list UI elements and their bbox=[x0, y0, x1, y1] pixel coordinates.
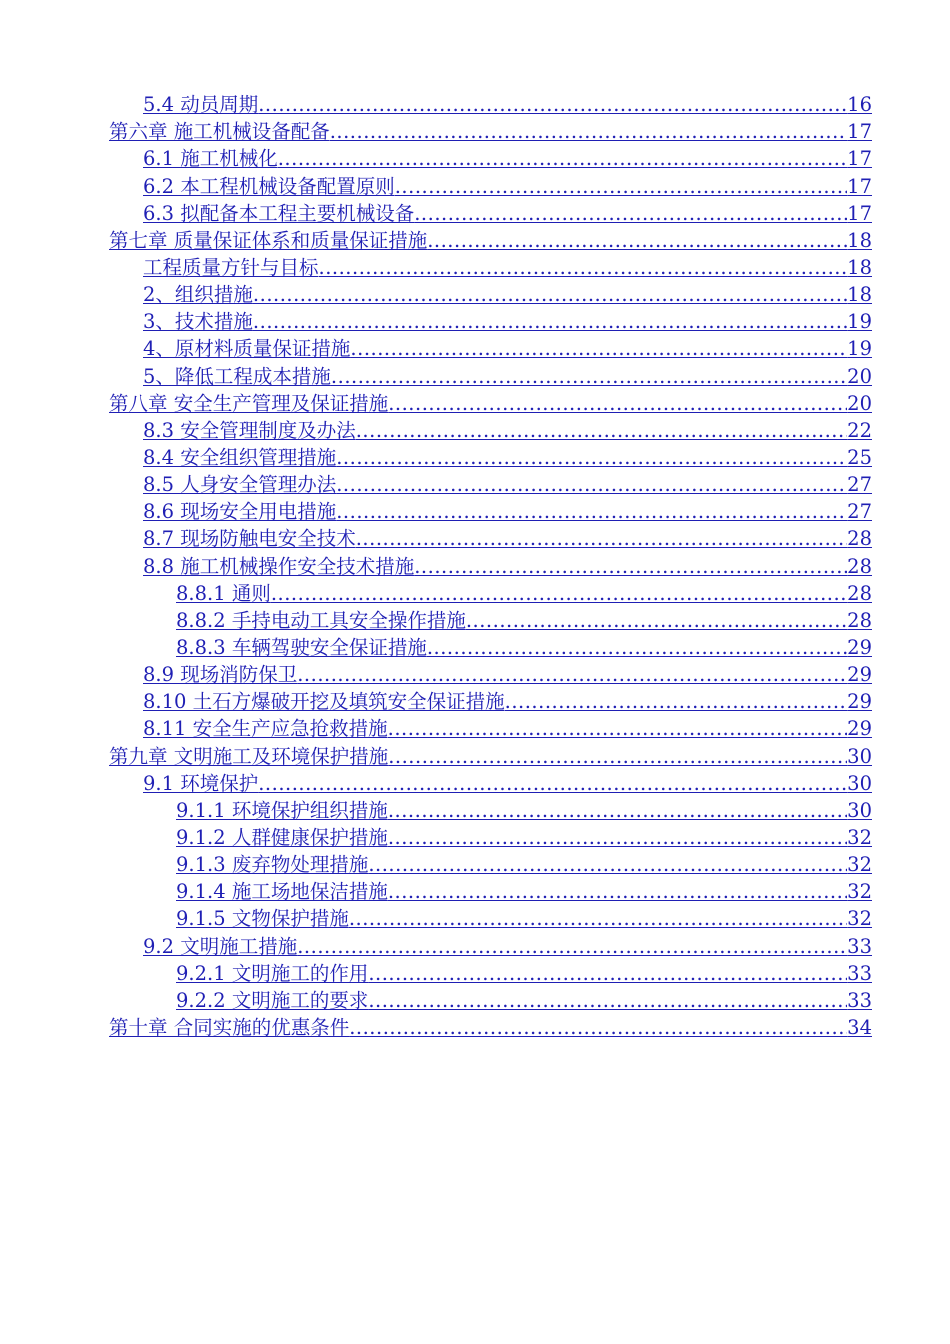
toc-entry-title: 8.8.3 车辆驾驶安全保证措施 bbox=[176, 635, 427, 659]
toc-entry[interactable] bbox=[0, 742, 950, 769]
toc-dot-leader bbox=[336, 446, 847, 471]
toc-entry-page-number: 29 bbox=[847, 635, 872, 659]
toc-entry[interactable] bbox=[0, 770, 950, 797]
toc-entry-title: 6.2 本工程机械设备配置原则 bbox=[143, 174, 395, 198]
toc-entry-page-number: 18 bbox=[847, 283, 872, 307]
toc-entry[interactable] bbox=[0, 471, 950, 498]
toc-dot-leader bbox=[388, 880, 847, 905]
toc-entry[interactable] bbox=[0, 335, 950, 362]
toc-entry-title: 8.7 现场防触电安全技术 bbox=[143, 527, 356, 551]
toc-entry-title: 3、技术措施 bbox=[143, 310, 253, 334]
toc-entry[interactable] bbox=[0, 200, 950, 227]
toc-entry-title: 6.1 施工机械化 bbox=[143, 147, 278, 171]
toc-entry-page-number: 33 bbox=[847, 934, 872, 958]
toc-entry[interactable] bbox=[0, 172, 950, 199]
toc-dot-leader bbox=[368, 989, 847, 1014]
toc-dot-leader bbox=[258, 772, 847, 797]
toc-entry-page-number: 27 bbox=[847, 473, 872, 497]
toc-entry[interactable] bbox=[0, 552, 950, 579]
toc-entry-title: 9.1.4 施工场地保洁措施 bbox=[176, 880, 388, 904]
toc-dot-leader bbox=[395, 175, 847, 200]
toc-entry-title: 9.1 环境保护 bbox=[143, 771, 259, 795]
toc-entry-title: 9.1.5 文物保护措施 bbox=[176, 907, 349, 931]
toc-entry-page-number: 16 bbox=[847, 93, 872, 117]
toc-entry[interactable] bbox=[0, 878, 950, 905]
toc-entry[interactable] bbox=[0, 824, 950, 851]
toc-dot-leader bbox=[297, 663, 847, 688]
toc-entry-page-number: 33 bbox=[847, 988, 872, 1012]
toc-entry[interactable] bbox=[0, 362, 950, 389]
toc-dot-leader bbox=[368, 962, 847, 987]
toc-entry-title: 8.5 人身安全管理办法 bbox=[143, 473, 337, 497]
toc-dot-leader bbox=[336, 500, 847, 525]
toc-dot-leader bbox=[505, 690, 848, 715]
toc-entry[interactable] bbox=[0, 905, 950, 932]
toc-entry-page-number: 17 bbox=[847, 201, 872, 225]
toc-dot-leader bbox=[349, 907, 847, 932]
toc-entry-title: 9.1.1 环境保护组织措施 bbox=[176, 798, 388, 822]
toc-entry-page-number: 25 bbox=[847, 445, 872, 469]
toc-entry-title: 8.6 现场安全用电措施 bbox=[143, 500, 337, 524]
toc-entry[interactable] bbox=[0, 118, 950, 145]
toc-dot-leader bbox=[414, 555, 847, 580]
toc-entry[interactable] bbox=[0, 960, 950, 987]
toc-entry-page-number: 32 bbox=[847, 880, 872, 904]
toc-dot-leader bbox=[356, 527, 847, 552]
toc-entry-title: 第十章 合同实施的优惠条件 bbox=[109, 1015, 350, 1039]
toc-entry[interactable] bbox=[0, 390, 950, 417]
toc-entry[interactable] bbox=[0, 715, 950, 742]
toc-entry-page-number: 30 bbox=[847, 798, 872, 822]
toc-entry[interactable] bbox=[0, 851, 950, 878]
toc-entry-page-number: 33 bbox=[847, 961, 872, 985]
toc-entry-title: 8.4 安全组织管理措施 bbox=[143, 445, 337, 469]
toc-entry-page-number: 32 bbox=[847, 853, 872, 877]
toc-entry-title: 8.9 现场消防保卫 bbox=[143, 663, 298, 687]
toc-entry-title: 5.4 动员周期 bbox=[143, 93, 259, 117]
toc-entry[interactable] bbox=[0, 580, 950, 607]
toc-entry-page-number: 22 bbox=[847, 418, 872, 442]
toc-dot-leader bbox=[258, 93, 847, 118]
toc-entry[interactable] bbox=[0, 688, 950, 715]
toc-dot-leader bbox=[349, 1016, 847, 1041]
toc-entry-page-number: 19 bbox=[847, 337, 872, 361]
toc-entry[interactable] bbox=[0, 91, 950, 118]
toc-entry-title: 第八章 安全生产管理及保证措施 bbox=[109, 391, 389, 415]
toc-entry-title: 第九章 文明施工及环境保护措施 bbox=[109, 744, 389, 768]
toc-dot-leader bbox=[427, 636, 847, 661]
toc-entry-page-number: 32 bbox=[847, 825, 872, 849]
toc-entry[interactable] bbox=[0, 498, 950, 525]
toc-entry[interactable] bbox=[0, 987, 950, 1014]
toc-entry-title: 第六章 施工机械设备配备 bbox=[109, 120, 330, 144]
toc-entry-page-number: 28 bbox=[847, 608, 872, 632]
toc-entry[interactable] bbox=[0, 254, 950, 281]
toc-entry[interactable] bbox=[0, 932, 950, 959]
toc-entry[interactable] bbox=[0, 661, 950, 688]
toc-entry[interactable] bbox=[0, 444, 950, 471]
toc-entry[interactable] bbox=[0, 281, 950, 308]
toc-entry[interactable] bbox=[0, 227, 950, 254]
toc-dot-leader bbox=[466, 609, 847, 634]
toc-entry-title: 第七章 质量保证体系和质量保证措施 bbox=[109, 228, 428, 252]
toc-entry-page-number: 20 bbox=[847, 391, 872, 415]
toc-entry-page-number: 18 bbox=[847, 255, 872, 279]
toc-entry-title: 4、原材料质量保证措施 bbox=[143, 337, 351, 361]
toc-entry-page-number: 17 bbox=[847, 174, 872, 198]
toc-entry-page-number: 30 bbox=[847, 771, 872, 795]
toc-dot-leader bbox=[331, 365, 847, 390]
toc-entry-page-number: 17 bbox=[847, 120, 872, 144]
toc-dot-leader bbox=[253, 310, 847, 335]
toc-dot-leader bbox=[368, 853, 847, 878]
toc-dot-leader bbox=[427, 229, 847, 254]
toc-dot-leader bbox=[350, 337, 847, 362]
toc-entry-title: 9.2.1 文明施工的作用 bbox=[176, 961, 369, 985]
toc-entry-page-number: 19 bbox=[847, 310, 872, 334]
toc-dot-leader bbox=[319, 256, 848, 281]
toc-entry[interactable] bbox=[0, 145, 950, 172]
toc-entry-page-number: 28 bbox=[847, 527, 872, 551]
toc-entry-title: 工程质量方针与目标 bbox=[143, 255, 319, 279]
toc-entry-page-number: 17 bbox=[847, 147, 872, 171]
toc-entry-title: 6.3 拟配备本工程主要机械设备 bbox=[143, 201, 415, 225]
toc-dot-leader bbox=[388, 826, 847, 851]
toc-entry-title: 9.2 文明施工措施 bbox=[143, 934, 298, 958]
toc-entry-page-number: 32 bbox=[847, 907, 872, 931]
toc-dot-leader bbox=[388, 799, 847, 824]
toc-entry-title: 9.1.2 人群健康保护措施 bbox=[176, 825, 388, 849]
toc-entry-title: 8.3 安全管理制度及办法 bbox=[143, 418, 356, 442]
toc-dot-leader bbox=[414, 202, 847, 227]
toc-entry-title: 5、降低工程成本措施 bbox=[143, 364, 331, 388]
toc-dot-leader bbox=[356, 419, 847, 444]
toc-entry-title: 8.11 安全生产应急抢救措施 bbox=[143, 717, 388, 741]
toc-entry-title: 8.8.2 手持电动工具安全操作措施 bbox=[176, 608, 466, 632]
toc-entry-page-number: 29 bbox=[847, 663, 872, 687]
toc-dot-leader bbox=[253, 283, 847, 308]
toc-dot-leader bbox=[336, 473, 847, 498]
toc-entry-page-number: 20 bbox=[847, 364, 872, 388]
toc-entry[interactable] bbox=[0, 797, 950, 824]
toc-entry-title: 8.8 施工机械操作安全技术措施 bbox=[143, 554, 415, 578]
toc-dot-leader bbox=[278, 147, 847, 172]
toc-entry[interactable] bbox=[0, 525, 950, 552]
toc-entry[interactable] bbox=[0, 417, 950, 444]
toc-entry[interactable] bbox=[0, 1014, 950, 1041]
toc-entry[interactable] bbox=[0, 607, 950, 634]
toc-entry-title: 2、组织措施 bbox=[143, 283, 253, 307]
toc-entry-page-number: 34 bbox=[847, 1015, 872, 1039]
toc-entry-page-number: 29 bbox=[847, 690, 872, 714]
toc-dot-leader bbox=[388, 392, 847, 417]
toc-entry-page-number: 30 bbox=[847, 744, 872, 768]
table-of-contents bbox=[0, 91, 950, 1041]
toc-entry-page-number: 28 bbox=[847, 581, 872, 605]
toc-dot-leader bbox=[297, 935, 847, 960]
toc-entry-page-number: 18 bbox=[847, 228, 872, 252]
toc-dot-leader bbox=[388, 717, 848, 742]
toc-entry-page-number: 29 bbox=[847, 717, 872, 741]
toc-entry-title: 8.8.1 通则 bbox=[176, 581, 271, 605]
toc-entry-title: 9.1.3 废弃物处理措施 bbox=[176, 853, 369, 877]
toc-dot-leader bbox=[271, 582, 847, 607]
toc-entry-page-number: 28 bbox=[847, 554, 872, 578]
toc-dot-leader bbox=[388, 745, 847, 770]
toc-entry-title: 8.10 土石方爆破开挖及填筑安全保证措施 bbox=[143, 690, 505, 714]
toc-entry[interactable] bbox=[0, 308, 950, 335]
toc-dot-leader bbox=[330, 120, 847, 145]
toc-entry-page-number: 27 bbox=[847, 500, 872, 524]
toc-entry[interactable] bbox=[0, 634, 950, 661]
toc-entry-title: 9.2.2 文明施工的要求 bbox=[176, 988, 369, 1012]
